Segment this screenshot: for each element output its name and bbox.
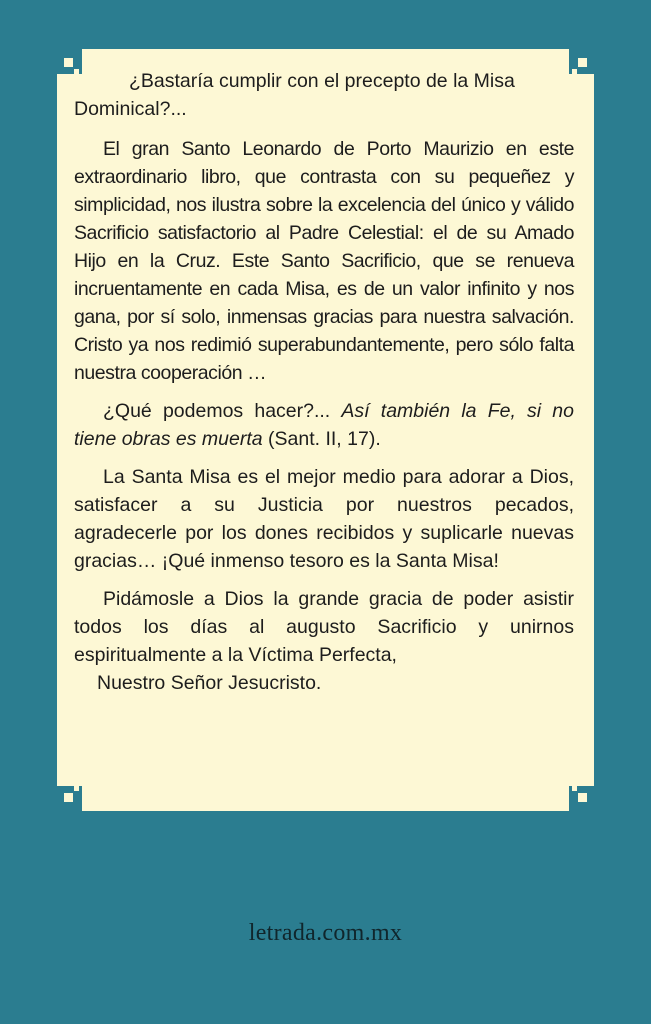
corner-ornament-icon [64,58,73,67]
second-question: ¿Qué podemos hacer?... [103,400,331,422]
scripture-quote: Así también la Fe, si no tiene obras es muerta [74,400,574,450]
corner-ornament-icon [64,793,73,802]
publisher-website: letrada.com.mx [248,920,403,946]
prayer-text: Pidámosle a Dios la grande gracia de poder asistir todos los días al augusto Sacrificio y unirnos espiritualmente a la Víctima Perfecta, [74,588,574,666]
corner-ornament-icon [572,786,577,791]
opening-question: ¿Bastaría cumplir con el precepto de la Misa Dominical?... [74,70,515,120]
back-cover-text-panel [57,49,594,811]
prayer-closing-line: Nuestro Señor Jesucristo. [97,672,322,694]
scripture-reference: (Sant. II, 17). [268,428,381,450]
corner-ornament-icon [578,58,587,67]
back-cover-body-text [74,67,574,697]
prayer-paragraph [74,585,574,697]
quote-paragraph [74,397,574,453]
corner-ornament-icon [578,793,587,802]
mass-paragraph: La Santa Misa es el mejor medio para adorar a Dios, satisfacer a su Justicia por nuestros pecados, agradecerle por los dones recibidos y suplicarle nuevas gracias… ¡Qué inmenso tesoro es la Santa Misa! [74,466,574,572]
intro-paragraph: El gran Santo Leonardo de Porto Maurizio en este extraordinario libro, que contrasta con su pequeñez y simplicidad, nos ilustra sobre la excelencia del único y válido Sacrificio satisfactorio al Padre Celestial: el de su Amado Hijo en la Cruz. Este Santo Sacrificio, que se renueva incruentamente en cada Misa, es de un valor infinito y nos gana, por sí solo, inmensas gracias para nuestra salvación. Cristo ya nos redimió superabundantemente, pero sólo falta nuestra cooperación … [74,138,574,384]
corner-ornament-icon [74,786,79,791]
